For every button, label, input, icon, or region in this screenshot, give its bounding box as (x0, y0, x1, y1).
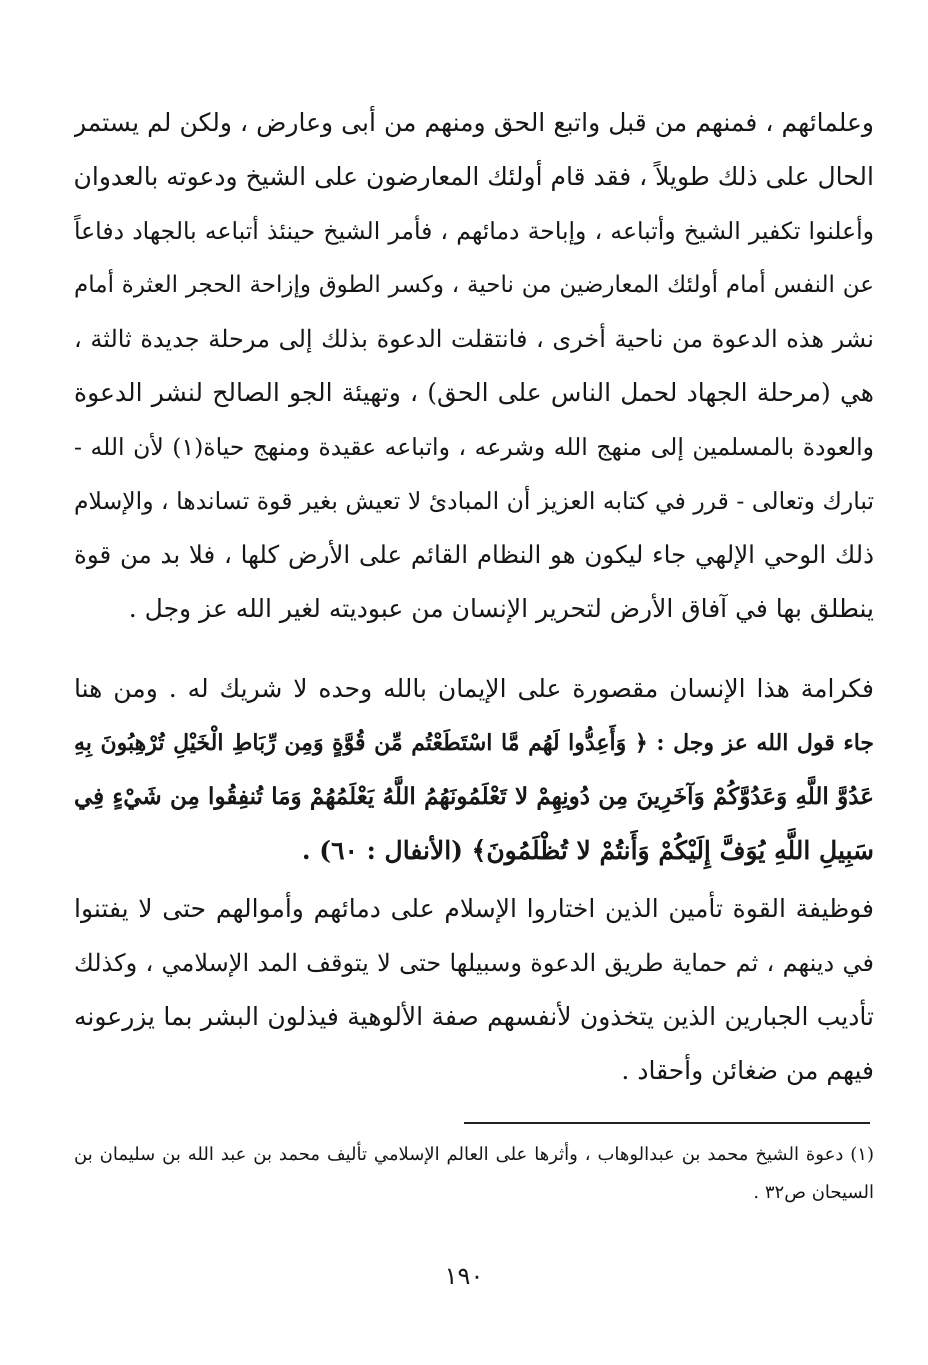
text-line: ينطلق بها في آفاق الأرض لتحرير الإنسان من عبوديته لغير الله عز وجل . (128, 594, 874, 623)
text-line: فيهم من ضغائن وأحقاد . (621, 1056, 874, 1085)
paragraph-3 (74, 882, 874, 1098)
page-number: ١٩٠ (444, 1262, 484, 1290)
footnote-divider (464, 1122, 870, 1124)
text-line: فوظيفة القوة تأمين الذين اختاروا الإسلام على دمائهم وأموالهم حتى لا يفتنوا (74, 894, 874, 923)
text-line: وأعلنوا تكفير الشيخ وأتباعه ، وإباحة دمائهم ، فأمر الشيخ حينئذ أتباعه بالجهاد دفاعاً (74, 217, 874, 245)
paragraph-1 (74, 96, 874, 636)
text-line: فكرامة هذا الإنسان مقصورة على الإيمان بالله وحده لا شريك له . ومن هنا (74, 674, 874, 703)
text-line: تبارك وتعالى - قرر في كتابه العزيز أن المبادئ لا تعيش بغير قوة تساندها ، والإسلام (74, 487, 874, 515)
footnote-line: (١) دعوة الشيخ محمد بن عبدالوهاب ، وأثرها على العالم الإسلامي تأليف محمد بن عبد الله بن سليمان بن (74, 1144, 874, 1165)
text-line: والعودة بالمسلمين إلى منهج الله وشرعه ، واتباعه عقيدة ومنهج حياة(١) لأن الله - (74, 433, 874, 461)
text-line: وعلمائهم ، فمنهم من قبل واتبع الحق ومنهم من أبى وعارض ، ولكن لم يستمر (74, 108, 874, 137)
text-line: تأديب الجبارين الذين يتخذون لأنفسهم صفة الألوهية فيذلون البشر بما يزرعونه (74, 1002, 874, 1031)
quran-verse-line: جاء قول الله عز وجل : ﴿ وَأَعِدُّوا لَهُم مَّا اسْتَطَعْتُم مِّن قُوَّةٍ وَمِن رِّبَاطِ الْخَيْلِ تُرْهِبُونَ بِهِ (74, 730, 874, 756)
quran-verse-line: سَبِيلِ اللَّهِ يُوَفَّ إِلَيْكُمْ وَأَنتُمْ لا تُظْلَمُونَ﴾ (الأنفال : ٦٠) . (301, 836, 874, 865)
quran-verse-line: عَدُوَّ اللَّهِ وَعَدُوَّكُمْ وَآخَرِينَ مِن دُونِهِمْ لا تَعْلَمُونَهُمُ اللَّهُ يَعْلَمُهُمْ وَمَا تُنفِقُوا مِن شَيْءٍ فِي (74, 783, 874, 810)
footnote (74, 1136, 874, 1212)
text-line: ذلك الوحي الإلهي جاء ليكون هو النظام القائم على الأرض كلها ، فلا بد من قوة (74, 540, 874, 569)
footnote-line: السيحان ص٣٢ . (753, 1182, 874, 1203)
text-line: نشر هذه الدعوة من ناحية أخرى ، فانتقلت الدعوة بذلك إلى مرحلة جديدة ثالثة ، (74, 325, 874, 353)
text-line: في دينهم ، ثم حماية طريق الدعوة وسبيلها حتى لا يتوقف المد الإسلامي ، وكذلك (74, 949, 874, 977)
text-line: الحال على ذلك طويلاً ، فقد قام أولئك المعارضون على الشيخ ودعوته بالعدوان (74, 162, 874, 191)
text-line: عن النفس أمام أولئك المعارضين من ناحية ، وكسر الطوق وإزاحة الحجر العثرة أمام (74, 272, 874, 298)
text-line: هي (مرحلة الجهاد لحمل الناس على الحق) ، وتهيئة الجو الصالح لنشر الدعوة (74, 378, 874, 407)
paragraph-2 (74, 662, 874, 878)
